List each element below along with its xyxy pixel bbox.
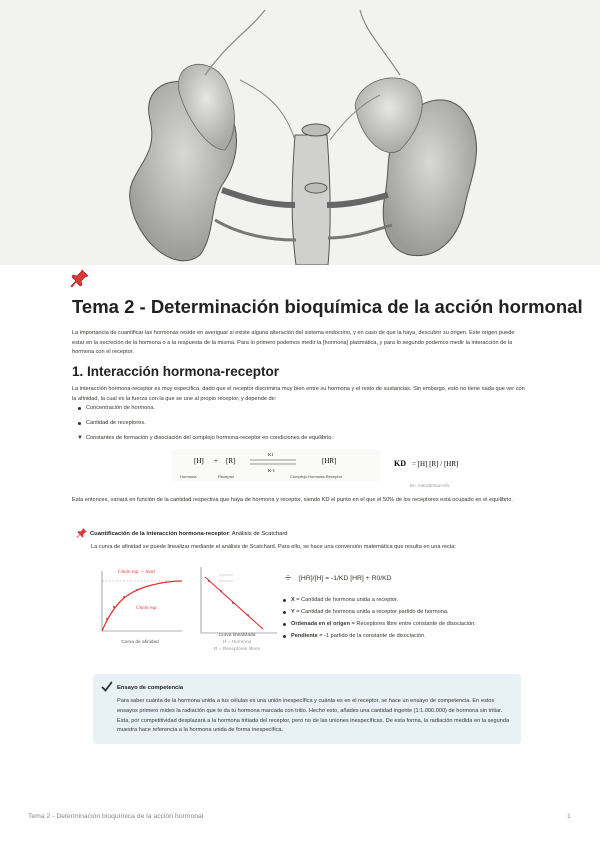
bullet-dot-icon — [283, 635, 286, 638]
chart2-sub2: R = Receptores libres — [213, 647, 261, 652]
eq-plus: + — [214, 457, 218, 465]
chart1-label-mid: Unión esp. — [136, 606, 158, 611]
equilibrium-equation — [172, 449, 380, 481]
bullet-dot-icon — [78, 422, 81, 425]
page-number: 1 — [567, 813, 571, 820]
data-point — [123, 596, 125, 598]
data-point — [106, 618, 108, 620]
section-heading: 1. Interacción hormona-receptor — [72, 364, 280, 379]
equation-caption: Ec. Henderson-Kh — [410, 484, 450, 489]
eq-r: [R] — [226, 457, 236, 465]
eq-label-r: Receptor — [218, 474, 235, 479]
scatchard-plot — [193, 563, 279, 643]
kd-formula: = [H] [R] / [HR] — [412, 460, 459, 468]
cover-illustration — [0, 0, 600, 265]
kd-equation — [392, 452, 492, 482]
section-paragraph: La interacción hormona-receptor es muy específica, dado que el receptor discrimina muy bien entre su hormona y el resto de sustancias. Sin embargo, esto no tiene nada que ver con la afinidad, la cual es la fuerza con la que se une al propio receptor, y depende de: — [72, 386, 525, 402]
callout-title: Ensayo de competencia — [117, 685, 184, 691]
list-item: X = Cantidad de hormona unida a receptor. — [283, 596, 476, 608]
data-point — [208, 580, 210, 582]
bullet-dot-icon — [283, 623, 286, 626]
pushpin-icon — [70, 268, 90, 290]
eq-label-hr: Complejo Hormona-Receptor — [290, 474, 343, 479]
chart1-caption: Curva de afinidad — [121, 640, 159, 645]
page-title: Tema 2 - Determinación bioquímica de la acción hormonal — [72, 296, 583, 317]
factor-list — [78, 404, 333, 449]
callout-box — [93, 674, 521, 744]
checkmark-icon — [101, 681, 113, 693]
divide-icon: ÷ — [285, 572, 292, 584]
chart2-caption: Curva linealizada — [218, 633, 256, 638]
toggle-triangle-icon[interactable]: ▼ — [77, 435, 83, 441]
list-item: Ordenada en el origen = Receptores libre entre constante de disociación. — [283, 620, 476, 632]
eq-hr: [HR] — [322, 457, 337, 465]
eq-k1: K1 — [268, 452, 274, 457]
bullet-dot-icon — [283, 611, 286, 614]
list-item: Pendiente = -1 partido de la constante de disociación. — [283, 632, 476, 644]
affinity-curve-chart — [92, 563, 186, 649]
eq-h: [H] — [194, 457, 204, 465]
chart2-sub1: H = Hormona — [222, 640, 252, 645]
kd-symbol: KD — [394, 459, 406, 468]
eq-km1: K-1 — [268, 468, 275, 473]
list-item: Cantidad de receptores. — [78, 419, 333, 434]
scatchard-text: La curva de afinidad se puede linealizar mediante el análisis de Scatchard. Para ello, se hace una conversión matemática que resulta en una recta: — [91, 544, 457, 550]
callout-text: Para saber cuánta de la hormona unida a tus células es una unión inespecífica y cuánta es en el receptor, se hace un ensayo de competencia. En estos ensayos primero mides la radiación que te da tu hormona marcada con tritio. Hecho esto, añades una cantidad ingente (1:1.000.000) de hormona sin tritiar. Esta, por competitividad desplazará a la hormona tritiada del receptor, pero no de las uniones inespecíficas. De esta forma, la radiación medida en la segunda muestra hace referencia a la hormona unida de forma inespecífica. — [117, 698, 510, 734]
list-item: Y = Cantidad de hormona unida a receptor partido de hormona. — [283, 608, 476, 620]
scatchard-formula: ÷ [HR]/[H] = -1/KD [HR] + R0/KD — [285, 572, 392, 584]
list-item: Concentración de hormona. — [78, 404, 333, 419]
data-point — [136, 589, 138, 591]
data-point — [220, 590, 222, 592]
eq-label-h: Hormona — [180, 474, 197, 479]
data-point — [113, 606, 115, 608]
list-item[interactable]: ▼ Constantes de formación y disociación del complejo hormona-receptor en condiciones de equilibrio. — [77, 435, 333, 441]
pushpin-icon — [76, 527, 88, 539]
scatchard-title: Cuantificación de la interacción hormona-receptor: Análisis de Scatchard — [90, 531, 288, 537]
kidney-illustration — [0, 0, 600, 265]
bullet-dot-icon — [283, 599, 286, 602]
intro-paragraph: La importancia de cuantificar las hormonas reside en averiguar si existe alguna alteración del sistema endocrino, y en caso de que la haya, descubrir su origen. Este origen puede estar en la secreción de la hormona o a la respuesta de la misma. Para lo primero podemos medir la [hormona] plasmática, y para lo segundo podemos medir la interacción de la hormona con el receptor. — [72, 330, 515, 356]
scatchard-legend — [283, 596, 476, 644]
data-point — [247, 614, 249, 616]
footer-title: Tema 2 - Determinación bioquímica de la acción hormonal — [28, 813, 204, 820]
chart1-label-top: Unión esp. + total — [118, 570, 155, 575]
bullet-dot-icon — [78, 407, 81, 410]
kd-paragraph: Esta entonces, variará en función de la cantidad respectiva que haya de hormona y receptor, siendo KD el punto en el que el 50% de los receptores está ocupado en el equilibrio. — [72, 497, 513, 503]
data-point — [232, 602, 234, 604]
